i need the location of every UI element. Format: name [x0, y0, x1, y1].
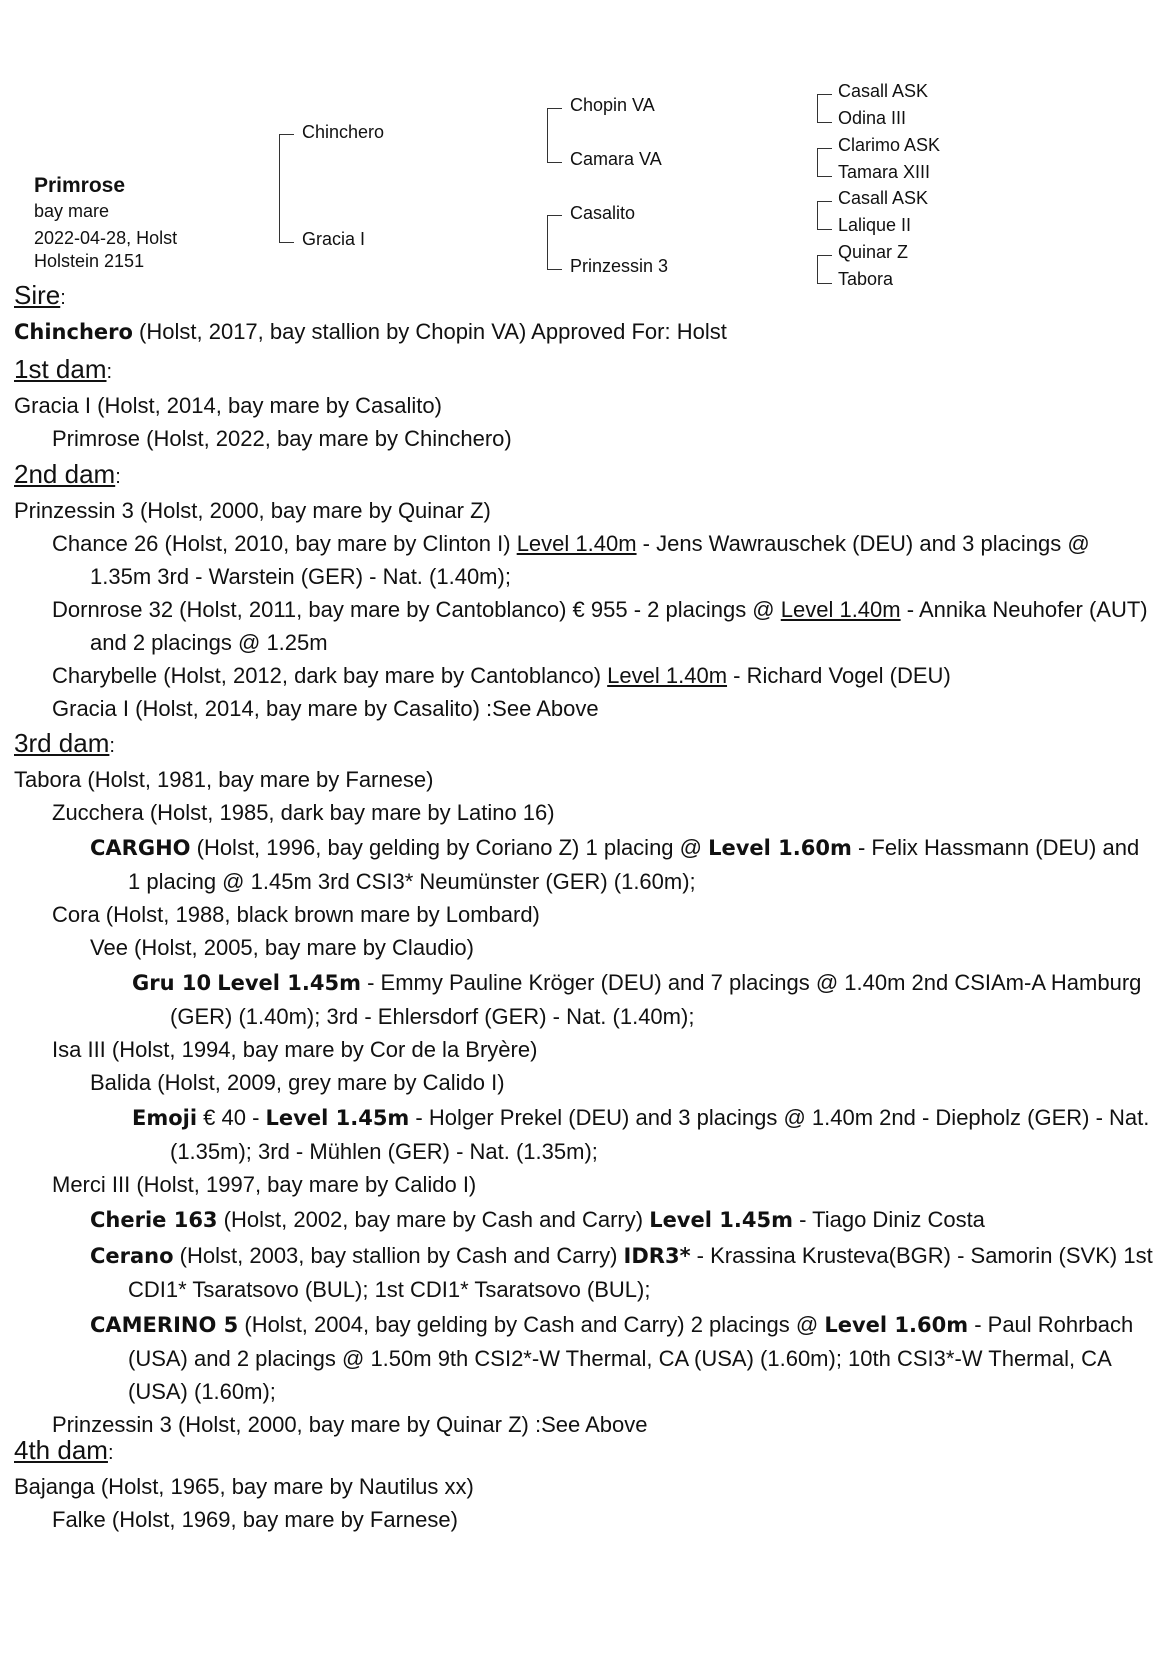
gen2-name: Chopin VA [570, 95, 655, 115]
gen2-name: Camara VA [570, 149, 662, 169]
offspring-line: Charybelle (Holst, 2012, dark bay mare by Cantoblanco) Level 1.40m - Richard Vogel (DEU) [52, 663, 951, 688]
section-heading: 4th dam [14, 1435, 108, 1465]
section-heading: 3rd dam [14, 728, 110, 758]
gen3-name: Odina III [838, 108, 907, 128]
offspring-line: CARGHO (Holst, 1996, bay gelding by Coriano Z) 1 placing @ Level 1.60m - Felix Hassmann (DEU) and 1 placing @ 1.45m 3rd CSI3* Neumünster (GER) (1.60m); [90, 835, 1140, 894]
pedigree-bracket [279, 134, 294, 243]
offspring-line: Zucchera (Holst, 1985, dark bay mare by Latino 16) [52, 800, 555, 825]
sire-section: Sire: Chinchero (Holst, 2017, bay stallion by Chopin VA) Approved For: Holst [14, 278, 1154, 349]
dam-line: Bajanga (Holst, 1965, bay mare by Nautilus xx) [14, 1474, 474, 1499]
gen3-name: Tamara XIII [838, 162, 931, 182]
sire-name: Chinchero [302, 122, 385, 142]
offspring-line: Primrose (Holst, 2022, bay mare by Chinchero) [52, 426, 512, 451]
pedigree-bracket [817, 94, 832, 123]
horse-registry: Holstein 2151 [34, 251, 145, 271]
pedigree-bracket [817, 201, 832, 230]
section-heading: 2nd dam [14, 459, 116, 489]
dam-name: Gracia I [302, 229, 366, 249]
pedigree-bracket [547, 215, 562, 270]
gen2-name: Casalito [570, 203, 636, 223]
dam3-section: 3rd dam: Tabora (Holst, 1981, bay mare by Farnese) Zucchera (Holst, 1985, dark bay mare by Latino 16) CARGHO (Holst, 1996, bay gelding by Coriano Z) 1 placing @ Level 1.60m - Felix Hassmann (DEU) and 1 placing @ 1.45m 3rd CSI3* Neumünster (GER) (1.60m); Cora (Holst, 1988, black brown mare by Lombard) Vee (Holst, 2005, bay mare by Claudio) Gru 10 Level 1.45m - Emmy Pauline Kröger (DEU) and 7 placings @ 1.40m 2nd CSIAm-A Hamburg (GER) (1.40m); 3rd - Ehlersdorf (GER) - Nat. (1.40m); Isa III (Holst, 1994, bay mare by Cor de la Bryère) Balida (Holst, 2009, grey mare by Calido I) Emoji € 40 - Level 1.45m - Holger Prekel (DEU) and 3 placings @ 1.40m 2nd - Diepholz (GER) - Nat. (1.35m); 3rd - Mühlen (GER) - Nat. (1.35m); Merci III (Holst, 1997, bay mare by Calido I) Cherie 163 (Holst, 2002, bay mare by Cash and Carry) Level 1.45m - Tiago Diniz Costa Cerano (Holst, 2003, bay stallion by Cash and Carry) IDR3* - Krassina Krusteva(BGR) - Samorin (SVK) 1st CDI1* Tsaratsovo (BUL); 1st CDI1* Tsaratsovo (BUL); CAMERINO 5 (Holst, 2004, bay gelding by Cash and Carry) 2 placings @ Level 1.60m - Paul Rohrbach (USA) and 2 placings @ 1.50m 9th CSI2*-W Thermal, CA (USA) (1.60m); 10th CSI3*-W Thermal, CA (USA) (1.60m); Prinzessin 3 (Holst, 2000, bay mare by Quinar Z) :See Above [14, 726, 1154, 1441]
horse-color-sex: bay mare [34, 201, 110, 221]
gen3-name: Casall ASK [838, 81, 929, 101]
offspring-line: Balida (Holst, 2009, grey mare by Calido I) [90, 1070, 505, 1095]
offspring-line: CAMERINO 5 (Holst, 2004, bay gelding by Cash and Carry) 2 placings @ Level 1.60m - Paul Rohrbach (USA) and 2 placings @ 1.50m 9th CSI2*-W Thermal, CA (USA) (1.60m); 10th CSI3*-W Thermal, CA (USA) (1.60m); [90, 1312, 1134, 1404]
gen3-name: Quinar Z [838, 242, 909, 262]
offspring-line: Merci III (Holst, 1997, bay mare by Calido I) [52, 1172, 477, 1197]
offspring-line: Gru 10 Level 1.45m - Emmy Pauline Kröger (DEU) and 7 placings @ 1.40m 2nd CSIAm-A Hamburg (GER) (1.40m); 3rd - Ehlersdorf (GER) - Nat. (1.40m); [132, 970, 1142, 1029]
pedigree-bracket [817, 148, 832, 177]
offspring-line: Gracia I (Holst, 2014, bay mare by Casalito) :See Above [52, 696, 599, 721]
gen2-name: Prinzessin 3 [570, 256, 669, 276]
dam4-section: 4th dam: Bajanga (Holst, 1965, bay mare by Nautilus xx) Falke (Holst, 1969, bay mare by Farnese) [14, 1433, 1154, 1536]
section-heading: 1st dam [14, 354, 107, 384]
offspring-line: Dornrose 32 (Holst, 2011, bay mare by Cantoblanco) € 955 - 2 placings @ Level 1.40m - Annika Neuhofer (AUT) and 2 placings @ 1.25m [52, 597, 1148, 655]
horse-birth: 2022-04-28, Holst [34, 228, 178, 248]
gen3-name: Tabora [838, 269, 894, 289]
offspring-line: Cherie 163 (Holst, 2002, bay mare by Cash and Carry) Level 1.45m - Tiago Diniz Costa [90, 1207, 985, 1232]
offspring-line: Isa III (Holst, 1994, bay mare by Cor de la Bryère) [52, 1037, 538, 1062]
dam1-section: 1st dam: Gracia I (Holst, 2014, bay mare by Casalito) Primrose (Holst, 2022, bay mare by Chinchero) [14, 352, 1154, 455]
dam-line: Gracia I (Holst, 2014, bay mare by Casalito) [14, 393, 442, 418]
sire-bold-name: Chinchero [14, 320, 133, 344]
offspring-line: Falke (Holst, 1969, bay mare by Farnese) [52, 1507, 458, 1532]
offspring-line: Cora (Holst, 1988, black brown mare by Lombard) [52, 902, 540, 927]
dam-line: Tabora (Holst, 1981, bay mare by Farnese) [14, 767, 434, 792]
offspring-line: Chance 26 (Holst, 2010, bay mare by Clinton I) Level 1.40m - Jens Wawrauschek (DEU) and 3 placings @ 1.35m 3rd - Warstein (GER) - Nat. (1.40m); [52, 531, 1090, 589]
gen3-name: Lalique II [838, 215, 912, 235]
gen3-name: Clarimo ASK [838, 135, 941, 155]
offspring-line: Vee (Holst, 2005, bay mare by Claudio) [90, 935, 474, 960]
sire-line: Chinchero (Holst, 2017, bay stallion by Chopin VA) Approved For: Holst [14, 319, 727, 344]
offspring-line: Emoji € 40 - Level 1.45m - Holger Prekel (DEU) and 3 placings @ 1.40m 2nd - Diepholz (GER) - Nat. (1.35m); 3rd - Mühlen (GER) - Nat. (1.35m); [132, 1105, 1150, 1164]
section-heading: Sire [14, 280, 61, 310]
pedigree-bracket [547, 108, 562, 163]
horse-name: Primrose [34, 174, 126, 197]
offspring-line: Cerano (Holst, 2003, bay stallion by Cash and Carry) IDR3* - Krassina Krusteva(BGR) - Samorin (SVK) 1st CDI1* Tsaratsovo (BUL); 1st CDI1* Tsaratsovo (BUL); [90, 1243, 1153, 1302]
dam2-section: 2nd dam: Prinzessin 3 (Holst, 2000, bay mare by Quinar Z) Chance 26 (Holst, 2010, bay mare by Clinton I) Level 1.40m - Jens Wawrauschek (DEU) and 3 placings @ 1.35m 3rd - Warstein (GER) - Nat. (1.40m); Dornrose 32 (Holst, 2011, bay mare by Cantoblanco) € 955 - 2 placings @ Level 1.40m - Annika Neuhofer (AUT) and 2 placings @ 1.25m Charybelle (Holst, 2012, dark bay mare by Cantoblanco) Level 1.40m - Richard Vogel (DEU) Gracia I (Holst, 2014, bay mare by Casalito) :See Above [14, 457, 1154, 725]
offspring-line: Prinzessin 3 (Holst, 2000, bay mare by Quinar Z) :See Above [52, 1412, 648, 1437]
dam-line: Prinzessin 3 (Holst, 2000, bay mare by Quinar Z) [14, 498, 491, 523]
gen3-name: Casall ASK [838, 188, 929, 208]
